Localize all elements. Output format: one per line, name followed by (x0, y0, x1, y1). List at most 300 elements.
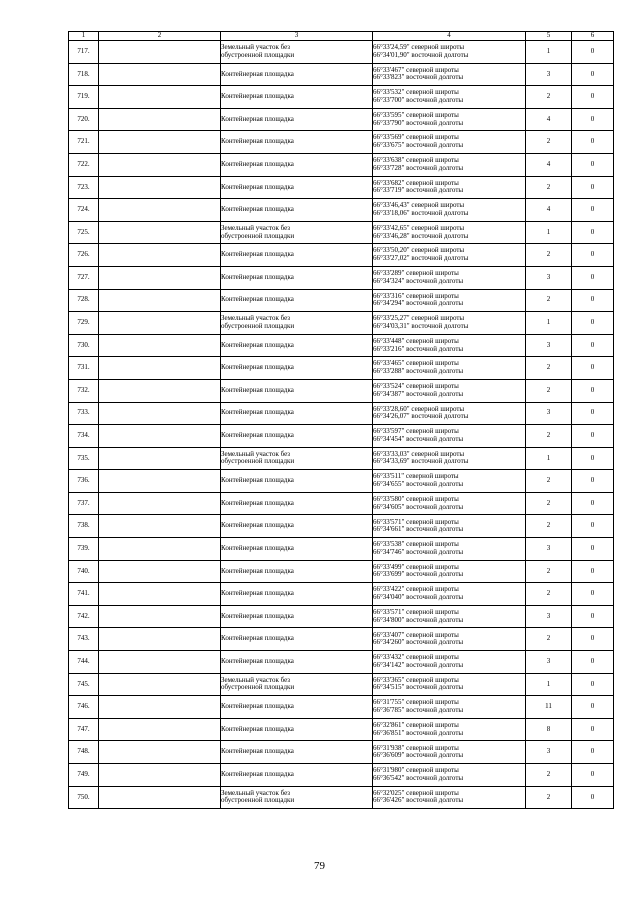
row-number: 722. (69, 153, 99, 176)
latitude-text: 66°31'980" северной широты (373, 766, 459, 775)
latitude-text: 66°33'50,20" северной широты (373, 246, 465, 255)
latitude-text: 66°33'467" северной широты (373, 65, 459, 74)
latitude-text: 66°33'24,59" северной широты (373, 43, 465, 52)
coordinates-cell (373, 221, 526, 244)
latitude-text: 66°33'524" северной широты (373, 382, 459, 391)
owner-cell (99, 425, 221, 448)
owner-cell (99, 199, 221, 222)
site-type-cell (221, 289, 373, 312)
column-6-cell: 0 (572, 63, 614, 86)
table-row (69, 86, 614, 109)
column-6-cell: 0 (572, 199, 614, 222)
latitude-text: 66°33'365" северной широты (373, 675, 459, 684)
container-count-cell: 2 (526, 492, 572, 515)
table-row (69, 41, 614, 64)
coordinates-cell (373, 334, 526, 357)
site-type-line: Контейнерная площадка (221, 205, 294, 214)
table-row (69, 786, 614, 809)
coordinates-cell (373, 108, 526, 131)
coordinates-cell (373, 131, 526, 154)
longitude-text: 66°34'605" восточной долготы (373, 502, 464, 511)
owner-cell (99, 628, 221, 651)
owner-cell (99, 176, 221, 199)
owner-cell (99, 131, 221, 154)
site-type-cell (221, 357, 373, 380)
site-type-line: Контейнерная площадка (221, 114, 294, 123)
row-number: 744. (69, 651, 99, 674)
column-6-cell: 0 (572, 244, 614, 267)
owner-cell (99, 651, 221, 674)
latitude-text: 66°31'938" северной широты (373, 743, 459, 752)
container-count-cell: 4 (526, 108, 572, 131)
owner-cell (99, 244, 221, 267)
container-count-cell: 3 (526, 402, 572, 425)
owner-cell (99, 221, 221, 244)
table-row (69, 108, 614, 131)
owner-cell (99, 379, 221, 402)
owner-cell (99, 266, 221, 289)
owner-cell (99, 696, 221, 719)
column-6-cell: 0 (572, 651, 614, 674)
row-number: 724. (69, 199, 99, 222)
longitude-text: 66°33'699" восточной долготы (373, 570, 464, 579)
container-count-cell: 2 (526, 244, 572, 267)
site-type-line: Контейнерная площадка (221, 92, 294, 101)
column-6-cell: 0 (572, 605, 614, 628)
latitude-text: 66°33'432" северной широты (373, 653, 459, 662)
column-6-cell: 0 (572, 379, 614, 402)
longitude-text: 66°34'33,69" восточной долготы (373, 457, 469, 466)
table-row (69, 63, 614, 86)
site-type-line: Контейнерная площадка (221, 385, 294, 394)
column-header: 2 (99, 32, 221, 41)
row-number: 725. (69, 221, 99, 244)
latitude-text: 66°33'597" северной широты (373, 427, 459, 436)
table-body (69, 41, 614, 809)
longitude-text: 66°34'142" восточной долготы (373, 660, 464, 669)
site-type-cell (221, 696, 373, 719)
latitude-text: 66°33'580" северной широты (373, 494, 459, 503)
column-6-cell: 0 (572, 447, 614, 470)
site-type-line: Контейнерная площадка (221, 476, 294, 485)
site-type-cell (221, 764, 373, 787)
owner-cell (99, 538, 221, 561)
row-number: 743. (69, 628, 99, 651)
coordinates-cell (373, 651, 526, 674)
coordinates-cell (373, 379, 526, 402)
coordinates-cell (373, 447, 526, 470)
table-row (69, 221, 614, 244)
coordinates-cell (373, 153, 526, 176)
column-6-cell: 0 (572, 628, 614, 651)
column-6-cell: 0 (572, 425, 614, 448)
site-type-line: Контейнерная площадка (221, 724, 294, 733)
latitude-text: 66°33'465" северной широты (373, 359, 459, 368)
table-row (69, 673, 614, 696)
coordinates-cell (373, 357, 526, 380)
container-count-cell: 2 (526, 425, 572, 448)
site-type-line: Контейнерная площадка (221, 544, 294, 553)
site-type-line: Контейнерная площадка (221, 340, 294, 349)
table-row (69, 266, 614, 289)
site-type-cell (221, 131, 373, 154)
row-number: 717. (69, 41, 99, 64)
site-type-line: Контейнерная площадка (221, 363, 294, 372)
column-6-cell: 0 (572, 515, 614, 538)
row-number: 738. (69, 515, 99, 538)
table-row (69, 492, 614, 515)
row-number: 730. (69, 334, 99, 357)
row-number: 747. (69, 718, 99, 741)
column-header: 3 (221, 32, 373, 41)
site-type-line: обустроенной площадки (221, 321, 295, 330)
container-count-cell: 3 (526, 334, 572, 357)
site-type-line: Контейнерная площадка (221, 656, 294, 665)
site-type-cell (221, 402, 373, 425)
owner-cell (99, 153, 221, 176)
coordinates-cell (373, 764, 526, 787)
latitude-text: 66°33'25,27" северной широты (373, 314, 465, 323)
coordinates-cell (373, 605, 526, 628)
site-type-line: Земельный участок без (221, 223, 291, 232)
longitude-text: 66°33'216" восточной долготы (373, 344, 464, 353)
site-type-cell (221, 673, 373, 696)
coordinates-cell (373, 312, 526, 335)
longitude-text: 66°33'288" восточной долготы (373, 367, 464, 376)
latitude-text: 66°33'569" северной широты (373, 133, 459, 142)
site-type-cell (221, 741, 373, 764)
column-6-cell: 0 (572, 764, 614, 787)
table-row (69, 357, 614, 380)
longitude-text: 66°34'800" восточной долготы (373, 615, 464, 624)
site-type-cell (221, 492, 373, 515)
site-type-line: Контейнерная площадка (221, 272, 294, 281)
row-number: 720. (69, 108, 99, 131)
longitude-text: 66°34'03,31" восточной долготы (373, 321, 469, 330)
coordinates-cell (373, 244, 526, 267)
longitude-text: 66°33'27,02" восточной долготы (373, 254, 469, 263)
row-number: 718. (69, 63, 99, 86)
site-type-line: Контейнерная площадка (221, 747, 294, 756)
latitude-text: 66°33'511" северной широты (373, 472, 459, 481)
longitude-text: 66°34'387" восточной долготы (373, 389, 464, 398)
site-type-cell (221, 718, 373, 741)
site-type-cell (221, 41, 373, 64)
container-count-cell: 2 (526, 628, 572, 651)
table-row (69, 764, 614, 787)
column-6-cell: 0 (572, 583, 614, 606)
longitude-text: 66°33'719" восточной долготы (373, 186, 464, 195)
site-type-line: Контейнерная площадка (221, 521, 294, 530)
column-6-cell: 0 (572, 221, 614, 244)
longitude-text: 66°34'454" восточной долготы (373, 434, 464, 443)
longitude-text: 66°34'655" восточной долготы (373, 480, 464, 489)
coordinates-cell (373, 696, 526, 719)
container-count-cell: 2 (526, 786, 572, 809)
owner-cell (99, 41, 221, 64)
latitude-text: 66°33'422" северной широты (373, 585, 459, 594)
coordinates-cell (373, 560, 526, 583)
container-count-cell: 8 (526, 718, 572, 741)
column-6-cell: 0 (572, 153, 614, 176)
longitude-text: 66°34'515" восточной долготы (373, 683, 464, 692)
coordinates-cell (373, 583, 526, 606)
table-row (69, 447, 614, 470)
longitude-text: 66°36'609" восточной долготы (373, 751, 464, 760)
row-number: 741. (69, 583, 99, 606)
latitude-text: 66°33'682" северной широты (373, 178, 459, 187)
container-count-cell: 3 (526, 63, 572, 86)
table-row (69, 402, 614, 425)
owner-cell (99, 334, 221, 357)
table-row (69, 244, 614, 267)
container-count-cell: 2 (526, 357, 572, 380)
owner-cell (99, 786, 221, 809)
column-6-cell: 0 (572, 673, 614, 696)
site-type-line: Земельный участок без (221, 43, 291, 52)
container-count-cell: 4 (526, 153, 572, 176)
container-count-cell: 2 (526, 379, 572, 402)
container-count-cell: 1 (526, 673, 572, 696)
row-number: 726. (69, 244, 99, 267)
row-number: 733. (69, 402, 99, 425)
column-6-cell: 0 (572, 289, 614, 312)
row-number: 746. (69, 696, 99, 719)
site-type-cell (221, 63, 373, 86)
container-count-cell: 3 (526, 266, 572, 289)
table-row (69, 425, 614, 448)
owner-cell (99, 63, 221, 86)
row-number: 723. (69, 176, 99, 199)
column-6-cell: 0 (572, 741, 614, 764)
site-type-line: Контейнерная площадка (221, 498, 294, 507)
longitude-text: 66°34'746" восточной долготы (373, 547, 464, 556)
column-header: 6 (572, 32, 614, 41)
site-type-line: Контейнерная площадка (221, 702, 294, 711)
coordinates-cell (373, 718, 526, 741)
longitude-text: 66°36'542" восточной долготы (373, 773, 464, 782)
site-type-line: Контейнерная площадка (221, 159, 294, 168)
table-row (69, 334, 614, 357)
row-number: 734. (69, 425, 99, 448)
coordinates-cell (373, 492, 526, 515)
column-6-cell: 0 (572, 402, 614, 425)
coordinates-cell (373, 470, 526, 493)
column-header: 5 (526, 32, 572, 41)
owner-cell (99, 447, 221, 470)
latitude-text: 66°33'499" северной широты (373, 562, 459, 571)
table-row (69, 741, 614, 764)
column-header: 1 (69, 32, 99, 41)
site-type-cell (221, 176, 373, 199)
table-row (69, 176, 614, 199)
column-6-cell: 0 (572, 86, 614, 109)
coordinates-cell (373, 786, 526, 809)
table-row (69, 628, 614, 651)
longitude-text: 66°34'324" восточной долготы (373, 276, 464, 285)
owner-cell (99, 560, 221, 583)
site-type-line: обустроенной площадки (221, 231, 295, 240)
site-type-line: Контейнерная площадка (221, 408, 294, 417)
site-type-cell (221, 312, 373, 335)
row-number: 748. (69, 741, 99, 764)
table-row (69, 515, 614, 538)
container-count-cell: 3 (526, 605, 572, 628)
registry-table (68, 31, 614, 809)
row-number: 719. (69, 86, 99, 109)
site-type-cell (221, 153, 373, 176)
site-type-line: обустроенной площадки (221, 796, 295, 805)
site-type-line: Контейнерная площадка (221, 566, 294, 575)
owner-cell (99, 764, 221, 787)
container-count-cell: 2 (526, 470, 572, 493)
longitude-text: 66°34'01,90" восточной долготы (373, 50, 469, 59)
site-type-line: обустроенной площадки (221, 50, 295, 59)
container-count-cell: 2 (526, 176, 572, 199)
row-number: 742. (69, 605, 99, 628)
owner-cell (99, 108, 221, 131)
longitude-text: 66°34'040" восточной долготы (373, 593, 464, 602)
latitude-text: 66°33'316" северной широты (373, 291, 459, 300)
site-type-cell (221, 379, 373, 402)
owner-cell (99, 583, 221, 606)
longitude-text: 66°34'26,07" восточной долготы (373, 412, 469, 421)
longitude-text: 66°33'790" восточной долготы (373, 118, 464, 127)
table-header-row (69, 32, 614, 41)
table-row (69, 470, 614, 493)
container-count-cell: 2 (526, 764, 572, 787)
coordinates-cell (373, 63, 526, 86)
site-type-cell (221, 244, 373, 267)
site-type-line: Контейнерная площадка (221, 611, 294, 620)
site-type-cell (221, 651, 373, 674)
column-6-cell: 0 (572, 696, 614, 719)
latitude-text: 66°33'289" северной широты (373, 269, 459, 278)
site-type-cell (221, 605, 373, 628)
site-type-cell (221, 334, 373, 357)
row-number: 732. (69, 379, 99, 402)
latitude-text: 66°33'46,43" северной широты (373, 201, 465, 210)
column-6-cell: 0 (572, 334, 614, 357)
container-count-cell: 2 (526, 131, 572, 154)
column-6-cell: 0 (572, 357, 614, 380)
owner-cell (99, 470, 221, 493)
coordinates-cell (373, 741, 526, 764)
coordinates-cell (373, 628, 526, 651)
longitude-text: 66°33'46,28" восточной долготы (373, 231, 469, 240)
column-6-cell: 0 (572, 538, 614, 561)
coordinates-cell (373, 515, 526, 538)
coordinates-cell (373, 199, 526, 222)
site-type-line: Контейнерная площадка (221, 250, 294, 259)
container-count-cell: 1 (526, 41, 572, 64)
coordinates-cell (373, 86, 526, 109)
site-type-cell (221, 560, 373, 583)
coordinates-cell (373, 673, 526, 696)
column-6-cell: 0 (572, 470, 614, 493)
table-row (69, 153, 614, 176)
row-number: 737. (69, 492, 99, 515)
longitude-text: 66°36'851" восточной долготы (373, 728, 464, 737)
longitude-text: 66°36'785" восточной долготы (373, 706, 464, 715)
coordinates-cell (373, 266, 526, 289)
site-type-line: Земельный участок без (221, 314, 291, 323)
latitude-text: 66°33'28,60" северной широты (373, 404, 465, 413)
latitude-text: 66°32'861" северной широты (373, 720, 459, 729)
table-row (69, 718, 614, 741)
table-row (69, 379, 614, 402)
row-number: 740. (69, 560, 99, 583)
coordinates-cell (373, 402, 526, 425)
owner-cell (99, 673, 221, 696)
site-type-line: Контейнерная площадка (221, 295, 294, 304)
site-type-cell (221, 583, 373, 606)
coordinates-cell (373, 538, 526, 561)
container-count-cell: 4 (526, 199, 572, 222)
coordinates-cell (373, 425, 526, 448)
site-type-line: Контейнерная площадка (221, 69, 294, 78)
column-6-cell: 0 (572, 108, 614, 131)
table-row (69, 583, 614, 606)
table-row (69, 312, 614, 335)
owner-cell (99, 402, 221, 425)
site-type-line: обустроенной площадки (221, 683, 295, 692)
longitude-text: 66°34'260" восточной долготы (373, 638, 464, 647)
column-6-cell: 0 (572, 560, 614, 583)
owner-cell (99, 605, 221, 628)
longitude-text: 66°33'675" восточной долготы (373, 141, 464, 150)
column-6-cell: 0 (572, 312, 614, 335)
row-number: 721. (69, 131, 99, 154)
column-header: 4 (373, 32, 526, 41)
row-number: 749. (69, 764, 99, 787)
site-type-line: обустроенной площадки (221, 457, 295, 466)
container-count-cell: 2 (526, 560, 572, 583)
longitude-text: 66°33'823" восточной долготы (373, 73, 464, 82)
longitude-text: 66°36'426" восточной долготы (373, 796, 464, 805)
latitude-text: 66°33'407" северной широты (373, 630, 459, 639)
container-count-cell: 2 (526, 289, 572, 312)
latitude-text: 66°32'025" северной широты (373, 788, 459, 797)
owner-cell (99, 289, 221, 312)
site-type-cell (221, 199, 373, 222)
coordinates-cell (373, 289, 526, 312)
site-type-cell (221, 266, 373, 289)
owner-cell (99, 741, 221, 764)
column-6-cell: 0 (572, 492, 614, 515)
owner-cell (99, 357, 221, 380)
latitude-text: 66°33'33,03" северной широты (373, 449, 465, 458)
site-type-line: Земельный участок без (221, 675, 291, 684)
table-row (69, 199, 614, 222)
latitude-text: 66°33'538" северной широты (373, 540, 459, 549)
column-6-cell: 0 (572, 718, 614, 741)
owner-cell (99, 515, 221, 538)
site-type-line: Земельный участок без (221, 788, 291, 797)
container-count-cell: 1 (526, 447, 572, 470)
container-count-cell: 3 (526, 651, 572, 674)
latitude-text: 66°33'571" северной широты (373, 607, 459, 616)
container-count-cell: 2 (526, 86, 572, 109)
site-type-cell (221, 108, 373, 131)
longitude-text: 66°34'661" восточной долготы (373, 525, 464, 534)
site-type-cell (221, 447, 373, 470)
row-number: 728. (69, 289, 99, 312)
owner-cell (99, 718, 221, 741)
table-row (69, 560, 614, 583)
column-6-cell: 0 (572, 786, 614, 809)
latitude-text: 66°33'595" северной широты (373, 110, 459, 119)
